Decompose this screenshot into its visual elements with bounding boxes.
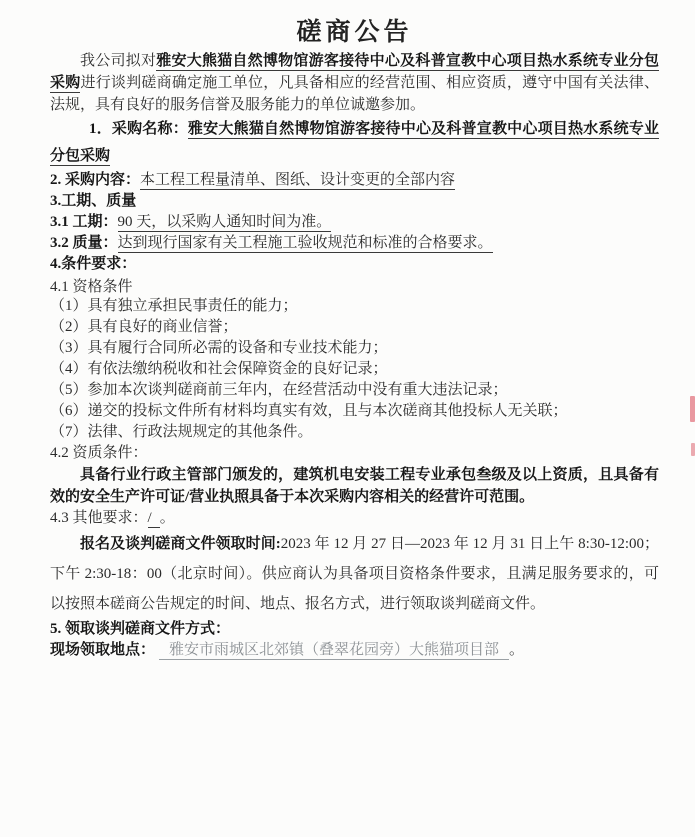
qualification-item-5: （5）参加本次谈判磋商前三年内，在经营活动中没有重大违法记录； [50, 382, 508, 398]
section-4-2-heading: 4.2 资质条件： [50, 445, 148, 461]
document-title: 磋商公告 [296, 19, 413, 46]
section-1-procurement-name [50, 116, 659, 170]
qualification-item-4: （4）有依法缴纳税收和社会保障资金的良好记录； [50, 361, 388, 377]
duration-value: 90 天，以采购人通知时间为准。 [117, 214, 332, 230]
pickup-location-line [50, 640, 659, 661]
section-2-procurement-content [50, 170, 659, 191]
registration-paragraph [50, 529, 659, 619]
section-5-heading: 5. 领取谈判磋商文件方式： [50, 621, 231, 637]
section-2-label: 2. 采购内容： [50, 172, 141, 188]
duration-label: 3.1 工期： [50, 214, 118, 230]
quality-value: 达到现行国家有关工程施工验收规范和标准的合格要求。 [117, 235, 493, 251]
intro-suffix: 进行谈判磋商确定施工单位，凡具备相应的经营范围、相应资质，遵守中国有关法律、法规，具有良好的服务信誉及服务能力的单位诚邀参加。 [50, 75, 659, 113]
section-4-3-other [50, 508, 659, 529]
intro-project-name: 雅安大熊猫自然博物馆游客接待中心及科普宣教中心项目热水系统专业分包采购 [50, 53, 659, 91]
other-value: / [148, 510, 160, 528]
qualification-item-7: （7）法律、行政法规规定的其他条件。 [50, 424, 313, 440]
section-4-heading: 4.条件要求： [50, 256, 137, 272]
qualification-item-2: （2）具有良好的商业信誉； [50, 319, 238, 335]
qualification-item-3: （3）具有履行合同所必需的设备和专业技术能力； [50, 340, 388, 356]
section-3-2-quality [50, 233, 659, 254]
section-4-1-heading: 4.1 资格条件 [50, 279, 133, 295]
section-3-heading: 3.工期、质量 [50, 193, 137, 209]
section-3-1-duration [50, 212, 659, 233]
registration-label: 报名及谈判磋商文件领取时间: [80, 536, 281, 552]
quality-label: 3.2 质量： [50, 235, 118, 251]
section-1-label: 1．采购名称： [89, 121, 188, 137]
red-stamp-edge-mark [690, 396, 695, 422]
qualification-item-6: （6）递交的投标文件所有材料均真实有效，且与本次磋商其他投标人无关联； [50, 403, 568, 419]
section-1-value: 雅安大熊猫自然博物馆游客接待中心及科普宣教中心项目热水系统专业分包采购 [50, 121, 659, 164]
other-suffix: 。 [159, 510, 175, 526]
credential-paragraph: 具备行业行政主管部门颁发的，建筑机电安装工程专业承包叁级及以上资质，且具备有效的安全生产许可证/营业执照具备于本次采购内容相关的经营许可范围。 [50, 467, 659, 505]
intro-prefix: 我公司拟对 [80, 53, 157, 69]
pickup-location-label: 现场领取地点： [50, 642, 156, 658]
pickup-location-suffix: 。 [509, 642, 525, 658]
qualification-item-1: （1）具有独立承担民事责任的能力； [50, 298, 298, 314]
registration-text: 2023 年 12 月 27 日—2023 年 12 月 31 日上午 8:30-12:00；下午 2:30-18：00（北京时间）。供应商认为具备项目资格条件要求，且满足服务要求的，可以按照本磋商公告规定的时间、地点、报名方式，进行领取谈判磋商文件。 [50, 536, 659, 612]
section-2-value: 本工程工程量清单、图纸、设计变更的全部内容 [140, 172, 456, 188]
intro-paragraph [50, 50, 659, 116]
red-stamp-edge-mark [691, 443, 695, 456]
other-label: 4.3 其他要求： [50, 510, 148, 526]
pickup-location-value: 雅安市雨城区北郊镇（叠翠花园旁）大熊猫项目部 [159, 642, 509, 660]
